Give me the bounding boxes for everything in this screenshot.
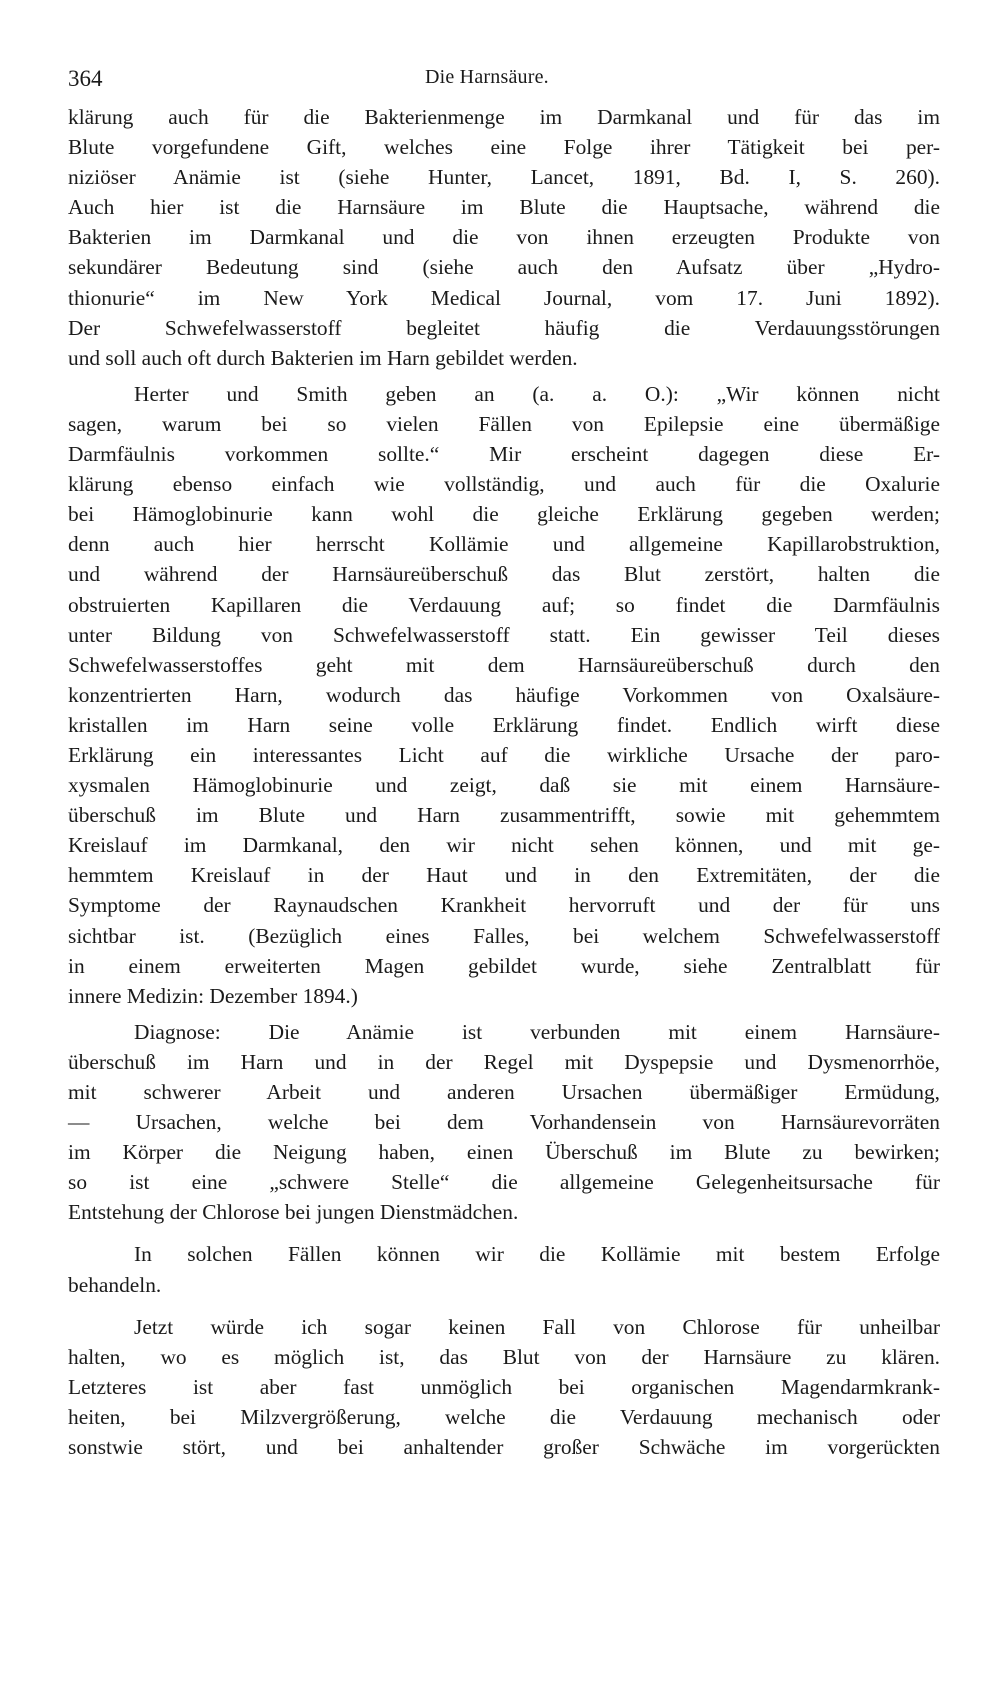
text-line: Kreislauf im Darmkanal, den wir nicht sehen können, und mit ge- — [68, 833, 940, 858]
text-line: sagen, warum bei so vielen Fällen von Epilepsie eine übermäßige — [68, 411, 940, 436]
paragraph-diagnose — [68, 1017, 940, 1228]
text-line: sekundärer Bedeutung sind (siehe auch den Aufsatz über „Hydro- — [68, 255, 940, 280]
text-line: Blute vorgefundene Gift, welches eine Folge ihrer Tätigkeit bei per- — [68, 135, 940, 160]
text-line: heiten, bei Milzvergrößerung, welche die Verdauung mechanisch oder — [68, 1404, 940, 1429]
text-line: konzentrierten Harn, wodurch das häufige Vorkommen von Oxalsäure- — [68, 682, 940, 707]
text-line: Auch hier ist die Harnsäure im Blute die Hauptsache, während die — [68, 195, 940, 220]
text-line: unter Bildung von Schwefelwasserstoff statt. Ein gewisser Teil dieses — [68, 622, 940, 647]
text-line: Entstehung der Chlorose bei jungen Dienstmädchen. — [68, 1200, 519, 1225]
text-line: niziöser Anämie ist (siehe Hunter, Lancet, 1891, Bd. I, S. 260). — [68, 165, 940, 190]
text-line: Bakterien im Darmkanal und die von ihnen erzeugten Produkte von — [68, 225, 940, 250]
text-line: klärung auch für die Bakterienmenge im Darmkanal und für das im — [68, 105, 940, 129]
text-line: im Körper die Neigung haben, einen Überschuß im Blute zu bewirken; — [68, 1140, 940, 1165]
text-line: behandeln. — [68, 1272, 162, 1297]
page-number: 364 — [68, 66, 103, 91]
text-line: obstruierten Kapillaren die Verdauung auf; so findet die Darmfäulnis — [68, 592, 940, 617]
text-line: klärung ebenso einfach wie vollständig, und auch für die Oxalurie — [68, 472, 940, 497]
text-line: sichtbar ist. (Bezüglich eines Falles, bei welchem Schwefelwasserstoff — [68, 923, 940, 948]
text-line: Erklärung ein interessantes Licht auf die wirkliche Ursache der paro- — [68, 742, 940, 767]
text-line: Herter und Smith geben an (a. a. O.): „Wir können nicht — [134, 381, 940, 406]
paragraph-kollaemie — [68, 1239, 940, 1299]
running-title: Die Harnsäure. — [425, 66, 549, 88]
text-line: bei Hämoglobinurie kann wohl die gleiche Erklärung gegeben werden; — [68, 502, 940, 527]
text-line: und während der Harnsäureüberschuß das Blut zerstört, halten die — [68, 562, 940, 587]
text-line: xysmalen Hämoglobinurie und zeigt, daß sie mit einem Harnsäure- — [68, 773, 940, 798]
book-page — [68, 58, 940, 1462]
text-line: — Ursachen, welche bei dem Vorhandensein von Harnsäurevorräten — [68, 1110, 940, 1135]
text-line: In solchen Fällen können wir die Kollämie mit bestem Erfolge — [134, 1242, 940, 1267]
text-line: sonstwie stört, und bei anhaltender großer Schwäche im vorgerückten — [68, 1435, 940, 1460]
running-head — [68, 58, 940, 102]
text-line: Jetzt würde ich sogar keinen Fall von Chlorose für unheilbar — [134, 1314, 940, 1339]
text-line: Der Schwefelwasserstoff begleitet häufig die Verdauungsstörungen — [68, 315, 940, 340]
paragraph-continuation — [68, 102, 940, 373]
text-line: in einem erweiterten Magen gebildet wurde, siehe Zentralblatt für — [68, 953, 940, 978]
text-line: überschuß im Blute und Harn zusammentrifft, sowie mit gehemmtem — [68, 803, 940, 828]
text-line: so ist eine „schwere Stelle“ die allgemeine Gelegenheitsursache für — [68, 1170, 940, 1195]
text-line: mit schwerer Arbeit und anderen Ursachen übermäßiger Ermüdung, — [68, 1080, 940, 1104]
text-line: und soll auch oft durch Bakterien im Harn gebildet werden. — [68, 345, 578, 370]
text-line: hemmtem Kreislauf in der Haut und in den Extremitäten, der die — [68, 863, 940, 888]
text-line: überschuß im Harn und in der Regel mit Dyspepsie und Dysmenorrhöe, — [68, 1049, 940, 1074]
text-line: Diagnose: Die Anämie ist verbunden mit einem Harnsäure- — [134, 1019, 940, 1044]
text-line: denn auch hier herrscht Kollämie und allgemeine Kapillarobstruktion, — [68, 532, 940, 557]
text-line: Letzteres ist aber fast unmöglich bei organischen Magendarmkrank- — [68, 1374, 940, 1399]
text-line: Symptome der Raynaudschen Krankheit hervorruft und der für uns — [68, 893, 940, 918]
paragraph-herter-smith — [68, 379, 940, 1011]
text-line: Darmfäulnis vorkommen sollte.“ Mir erscheint dagegen diese Er- — [68, 442, 940, 467]
text-line: kristallen im Harn seine volle Erklärung findet. Endlich wirft diese — [68, 712, 940, 737]
text-line: halten, wo es möglich ist, das Blut von der Harnsäure zu klären. — [68, 1344, 940, 1369]
text-line: Schwefelwasserstoffes geht mit dem Harnsäureüberschuß durch den — [68, 652, 940, 677]
text-line: innere Medizin: Dezember 1894.) — [68, 983, 358, 1008]
paragraph-chlorose — [68, 1312, 940, 1462]
text-line: thionurie“ im New York Medical Journal, vom 17. Juni 1892). — [68, 285, 940, 310]
